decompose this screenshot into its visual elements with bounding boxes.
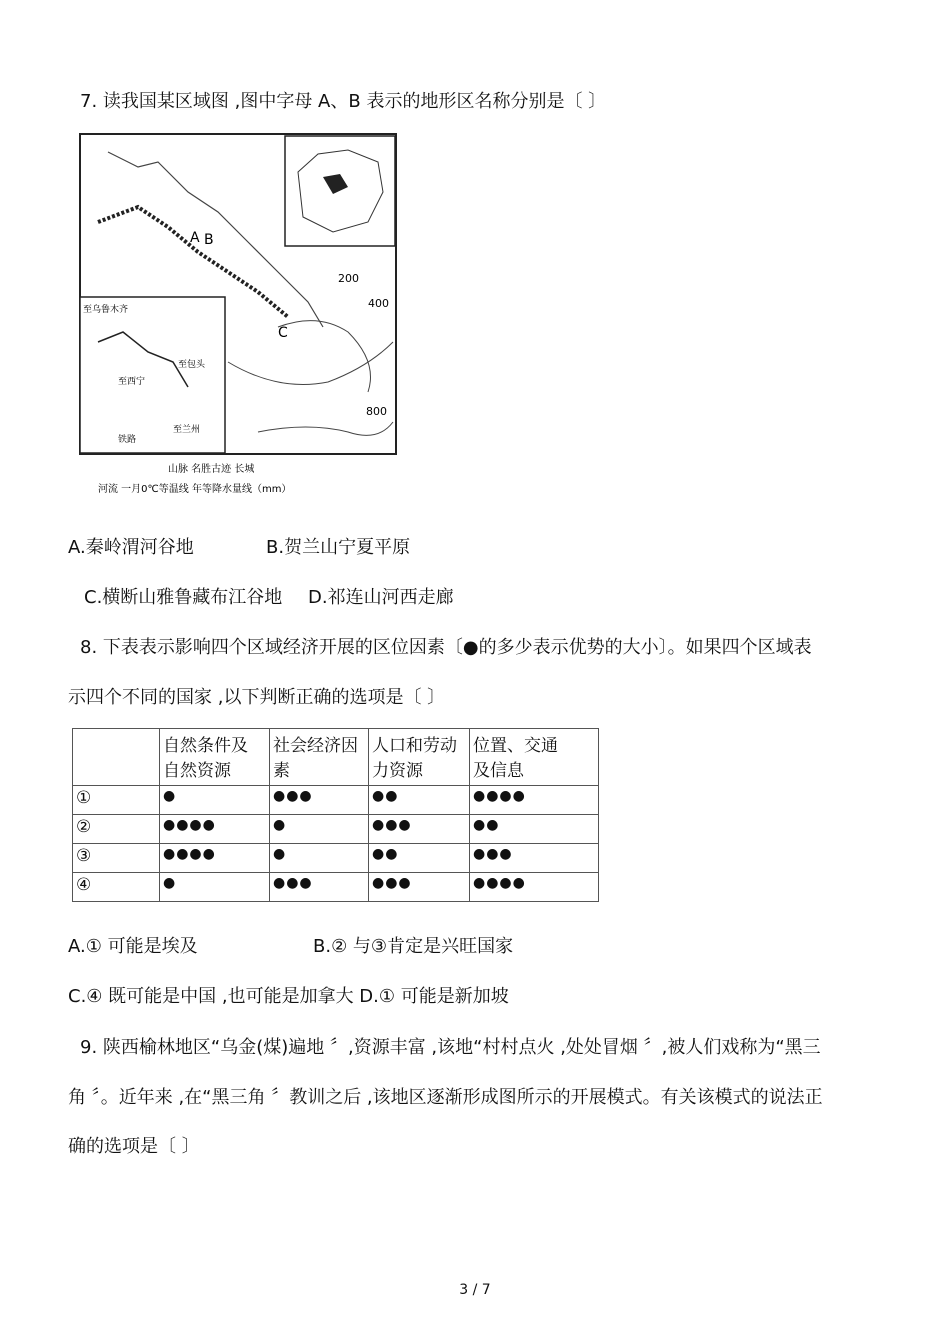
factor-table bbox=[72, 728, 599, 902]
table-row: ① ● ●●● ●● ●●●● bbox=[73, 786, 599, 815]
map-label-b: A bbox=[190, 230, 200, 246]
svg-text:铁路: 铁路 bbox=[118, 435, 137, 445]
svg-text:至西宁: 至西宁 bbox=[118, 377, 146, 387]
map-legend-2: 河流 一月0℃等温线 年等降水量线（mm） bbox=[98, 484, 292, 495]
map-legend-1: 山脉 名胜古迹 长城 bbox=[168, 464, 255, 475]
q7-stem: 7. 读我国某区域图 ,图中字母 A、B 表示的地形区名称分别是〔 〕 bbox=[80, 91, 607, 112]
header-3: 人口和劳动 力资源 bbox=[369, 729, 470, 786]
svg-text:至包头: 至包头 bbox=[178, 360, 206, 370]
svg-text:C: C bbox=[278, 325, 288, 341]
q7-option-c: C.横断山雅鲁藏布江谷地 bbox=[84, 587, 283, 608]
header-4: 位置、交通 及信息 bbox=[470, 729, 599, 786]
page-number: 3 / 7 bbox=[459, 1282, 491, 1298]
q7-option-a: A.秦岭渭河谷地 bbox=[68, 537, 194, 558]
q9-line-1: 9. 陕西榆林地区“乌金(煤)遍地 〞,资源丰富 ,该地“村村点火 ,处处冒烟 〞,被人们戏称为“黑三 bbox=[80, 1037, 821, 1058]
q8-stem-1: 8. 下表表示影响四个区域经济开展的区位因素〔●的多少表示优势的大小〕。如果四个区域表 bbox=[80, 637, 812, 658]
svg-text:B: B bbox=[204, 232, 214, 248]
svg-text:400: 400 bbox=[368, 297, 389, 310]
table-row: ② ●●●● ● ●●● ●● bbox=[73, 815, 599, 844]
svg-text:800: 800 bbox=[366, 405, 387, 418]
q9-line-2: 角 〞。近年来 ,在“黑三角 〞教训之后 ,该地区逐渐形成图所示的开展模式。有关该模式的说法正 bbox=[68, 1087, 823, 1108]
q8-option-a: A.① 可能是埃及 bbox=[68, 936, 198, 957]
svg-text:至兰州: 至兰州 bbox=[173, 425, 201, 435]
q9-line-3: 确的选项是〔 〕 bbox=[68, 1136, 200, 1157]
header-2: 社会经济因 素 bbox=[270, 729, 369, 786]
svg-text:200: 200 bbox=[338, 272, 359, 285]
svg-text:至乌鲁木齐: 至乌鲁木齐 bbox=[83, 305, 129, 315]
q7-option-d: D.祁连山河西走廊 bbox=[308, 587, 454, 608]
q8-option-b: B.② 与③肯定是兴旺国家 bbox=[313, 936, 514, 957]
q7-option-b: B.贺兰山宁夏平原 bbox=[266, 537, 411, 558]
q8-stem-2: 示四个不同的国家 ,以下判断正确的选项是〔 〕 bbox=[68, 687, 446, 708]
header-1: 自然条件及 自然资源 bbox=[160, 729, 270, 786]
table-row: ③ ●●●● ● ●● ●●● bbox=[73, 844, 599, 873]
q8-option-cd: C.④ 既可能是中国 ,也可能是加拿大 D.① 可能是新加坡 bbox=[68, 986, 509, 1007]
region-map bbox=[78, 132, 398, 502]
table-row: ④ ● ●●● ●●● ●●●● bbox=[73, 873, 599, 902]
